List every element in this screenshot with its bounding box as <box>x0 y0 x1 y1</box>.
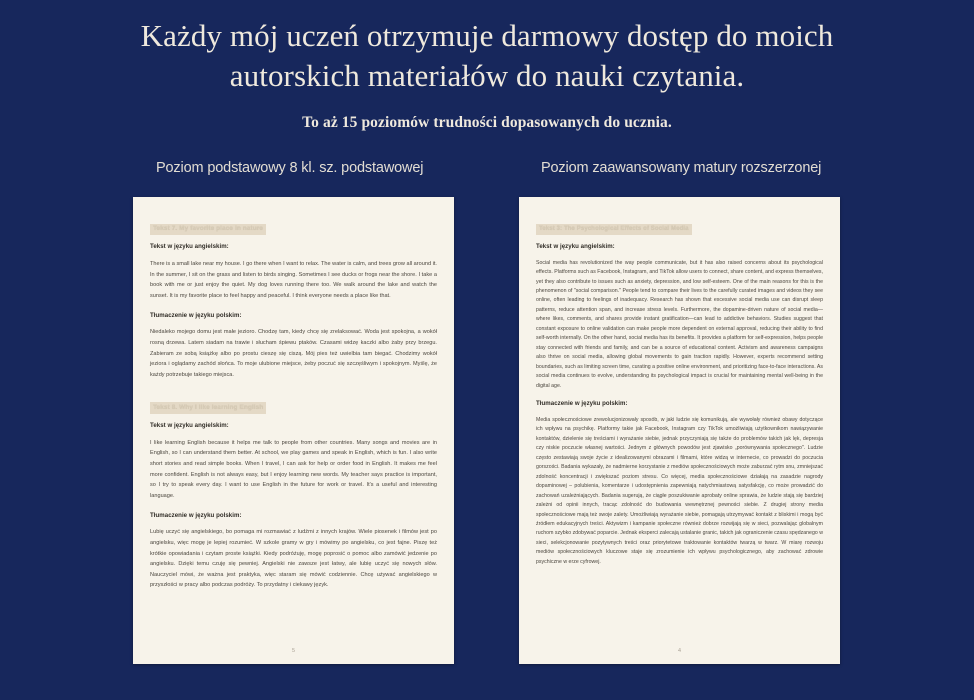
polish-body-text: Niedaleko mojego domu jest małe jezioro. Chodzę tam, kiedy chcę się zrelaksować. Woda jest spokojna, a wokół rosną drzewa. Latem siadam na trawie i słucham śpiewu ptaków. Czasami widzę kaczki albo żaby przy brzegu. Zabieram ze sobą książkę albo po prostu cieszę się ciszą. Mój pies też uwielbia tam biegać. Chodzimy wokół jeziora i oglądamy zachód słońca. To moje ulubione miejsce, żeby poczuć się szczęśliwym i spokojnym. Myślę, że każdy potrzebuje takiego miejsca. <box>150 329 437 378</box>
document-preview-advanced[interactable] <box>519 197 840 664</box>
english-section-label: Tekst w języku angielskim: <box>150 421 229 429</box>
text-heading-3: Tekst 3: The Psychological Effects of Social Media <box>536 224 692 235</box>
hero-section <box>0 0 974 132</box>
page-number: 4 <box>678 648 681 654</box>
english-body-text: Social media has revolutionized the way people communicate, but it has also raised concerns about its psychological effects. Platforms such as Facebook, Instagram, and TikTok allow users to connect, share content, and express themselves, yet they also contribute to issues such as anxiety, depression, and low self-esteem. One of the main reasons for this is the phenomenon of "social comparison." People tend to compare their lives to the carefully curated images and videos they see online, often leading to feelings of inadequacy. Research has shown that excessive social media use can disrupt sleep patterns, reduce attention span, and increase stress levels. Furthermore, the dopamine-driven nature of social media—where likes, comments, and shares provide instant gratification—can lead to addictive behaviors. Studies suggest that constant exposure to online validation can make people more dependent on external approval, reducing their ability to find self-worth internally. On the other hand, social media has its benefits. It provides a platform for self-expression, helps people stay connected with friends and family, and can be a source of educational content. Activism and awareness campaigns also thrive on social media, allowing global movements to gain traction rapidly. However, experts recommend setting boundaries, such as limiting screen time, curating a positive online environment, and prioritizing face-to-face interactions. As social media continues to evolve, understanding its psychological impact is crucial for maintaining mental well-being in the digital age. <box>536 259 823 389</box>
polish-section-label: Tłumaczenie w języku polskim: <box>150 511 242 519</box>
page-number: 5 <box>292 648 295 654</box>
polish-body-text: Media społecznościowe zrewolucjonizowały sposób, w jaki ludzie się komunikują, ale wywołały również obawy dotyczące ich wpływu na psychikę. Platformy takie jak Facebook, Instagram czy TikTok umożliwiają użytkownikom nawiązywanie kontaktów, dzielenie się treściami i wyrażanie siebie, jednak przyczyniają się także do problemów takich jak lęk, depresja czy niskie poczucie własnej wartości. Jednym z głównych powodów jest zjawisko „porównywania społecznego". Ludzie często zestawiają swoje życie z idealizowanymi obrazami i filmami, które widzą w internecie, co prowadzi do poczucia gorszości. Badania wykazały, że nadmierne korzystanie z mediów społecznościowych może zaburzać rytm snu, zmniejszać zdolność koncentracji i zwiększać poziom stresu. Co więcej, media społecznościowe działają na zasadzie nagrody dopaminowej – polubienia, komentarze i udostępnienia zapewniają natychmiastową satysfakcję, co może prowadzić do zachowań uzależniających. Badania sugerują, że ciągłe poszukiwanie aprobaty online sprawia, że ludzie stają się bardziej zależni od opinii innych, tracąc zdolność do budowania wewnętrznej pewności siebie. Z drugiej strony media społecznościowe mają też swoje zalety. Umożliwiają wyrażanie siebie, pomagają utrzymywać kontakt z bliskimi i mogą być źródłem edukacyjnych treści. Aktywizm i kampanie społeczne również dobrze rozwijają się w sieci, pozwalając globalnym ruchom szybko zdobywać poparcie. Jednak eksperci zalecają ustalanie granic, takich jak ograniczenie czasu spędzanego w sieci, selekcjonowanie pozytywnych treści oraz priorytetowe traktowanie kontaktów twarzą w twarz. W miarę rozwoju mediów społecznościowych kluczowe staje się zrozumienie ich wpływu psychologicznego, aby zachować zdrowie psychiczne w erze cyfrowej. <box>536 416 823 565</box>
polish-body-text: Lubię uczyć się angielskiego, bo pomaga mi rozmawiać z ludźmi z innych krajów. Wiele piosenek i filmów jest po angielsku, więc mogę je lepiej rozumieć. W szkole gramy w gry i mówimy po angielsku, co jest fajne. Piszę też krótkie opowiadania i czytam proste książki. Kiedy podróżuję, mogę poprosić o pomoc albo zamówić jedzenie po angielsku. Dzięki temu czuję się pewniej. Angielski nie zawsze jest łatwy, ale lubię uczyć się nowych słów. Nauczyciel mówi, że ważna jest praktyka, więc staram się mówić codziennie. Chcę używać angielskiego w przyszłości w pracy albo podczas podróży. To przydatny i ciekawy język. <box>150 529 437 589</box>
page-subtitle: To aż 15 poziomów trudności dopasowanych do ucznia. <box>302 113 672 131</box>
column-captions <box>0 160 974 184</box>
english-body-text: I like learning English because it helps me talk to people from other countries. Many songs and movies are in English, so I can understand them better. At school, we play games and speak in English, which is fun. I also write short stories and read simple books. When I travel, I can ask for help or order food in English. It makes me feel more confident. English is not always easy, but I enjoy learning new words. My teacher says practice is important, so I try to speak every day. I want to use English in the future for work or travel. It's a useful and interesting language. <box>150 439 437 499</box>
polish-section-label: Tłumaczenie w języku polskim: <box>536 400 628 408</box>
polish-section-label: Tłumaczenie w języku polskim: <box>150 311 242 319</box>
page-title: Każdy mój uczeń otrzymuje darmowy dostęp do moich autorskich materiałów do nauki czytania. <box>140 18 834 94</box>
text-heading-7: Tekst 7. My favorite place in nature <box>150 224 266 236</box>
english-section-label: Tekst w języku angielskim: <box>536 242 615 250</box>
english-body-text: There is a small lake near my house. I go there when I want to relax. The water is calm, and trees grow all around it. In the summer, I sit on the grass and listen to birds singing. Sometimes I see ducks or frogs near the shore. I take a book with me or just enjoy the quiet. My dog loves running there too. We walk around the lake and watch the sunset. It is my favorite place to feel happy and peaceful. I think everyone needs a place like that. <box>150 261 437 299</box>
document-preview-basic[interactable] <box>133 197 454 664</box>
caption-advanced-level: Poziom zaawansowany matury rozszerzonej <box>541 160 822 176</box>
text-heading-8: Tekst 8. Why I like learning English <box>150 402 266 414</box>
caption-basic-level: Poziom podstawowy 8 kl. sz. podstawowej <box>156 160 424 176</box>
english-section-label: Tekst w języku angielskim: <box>150 243 229 251</box>
